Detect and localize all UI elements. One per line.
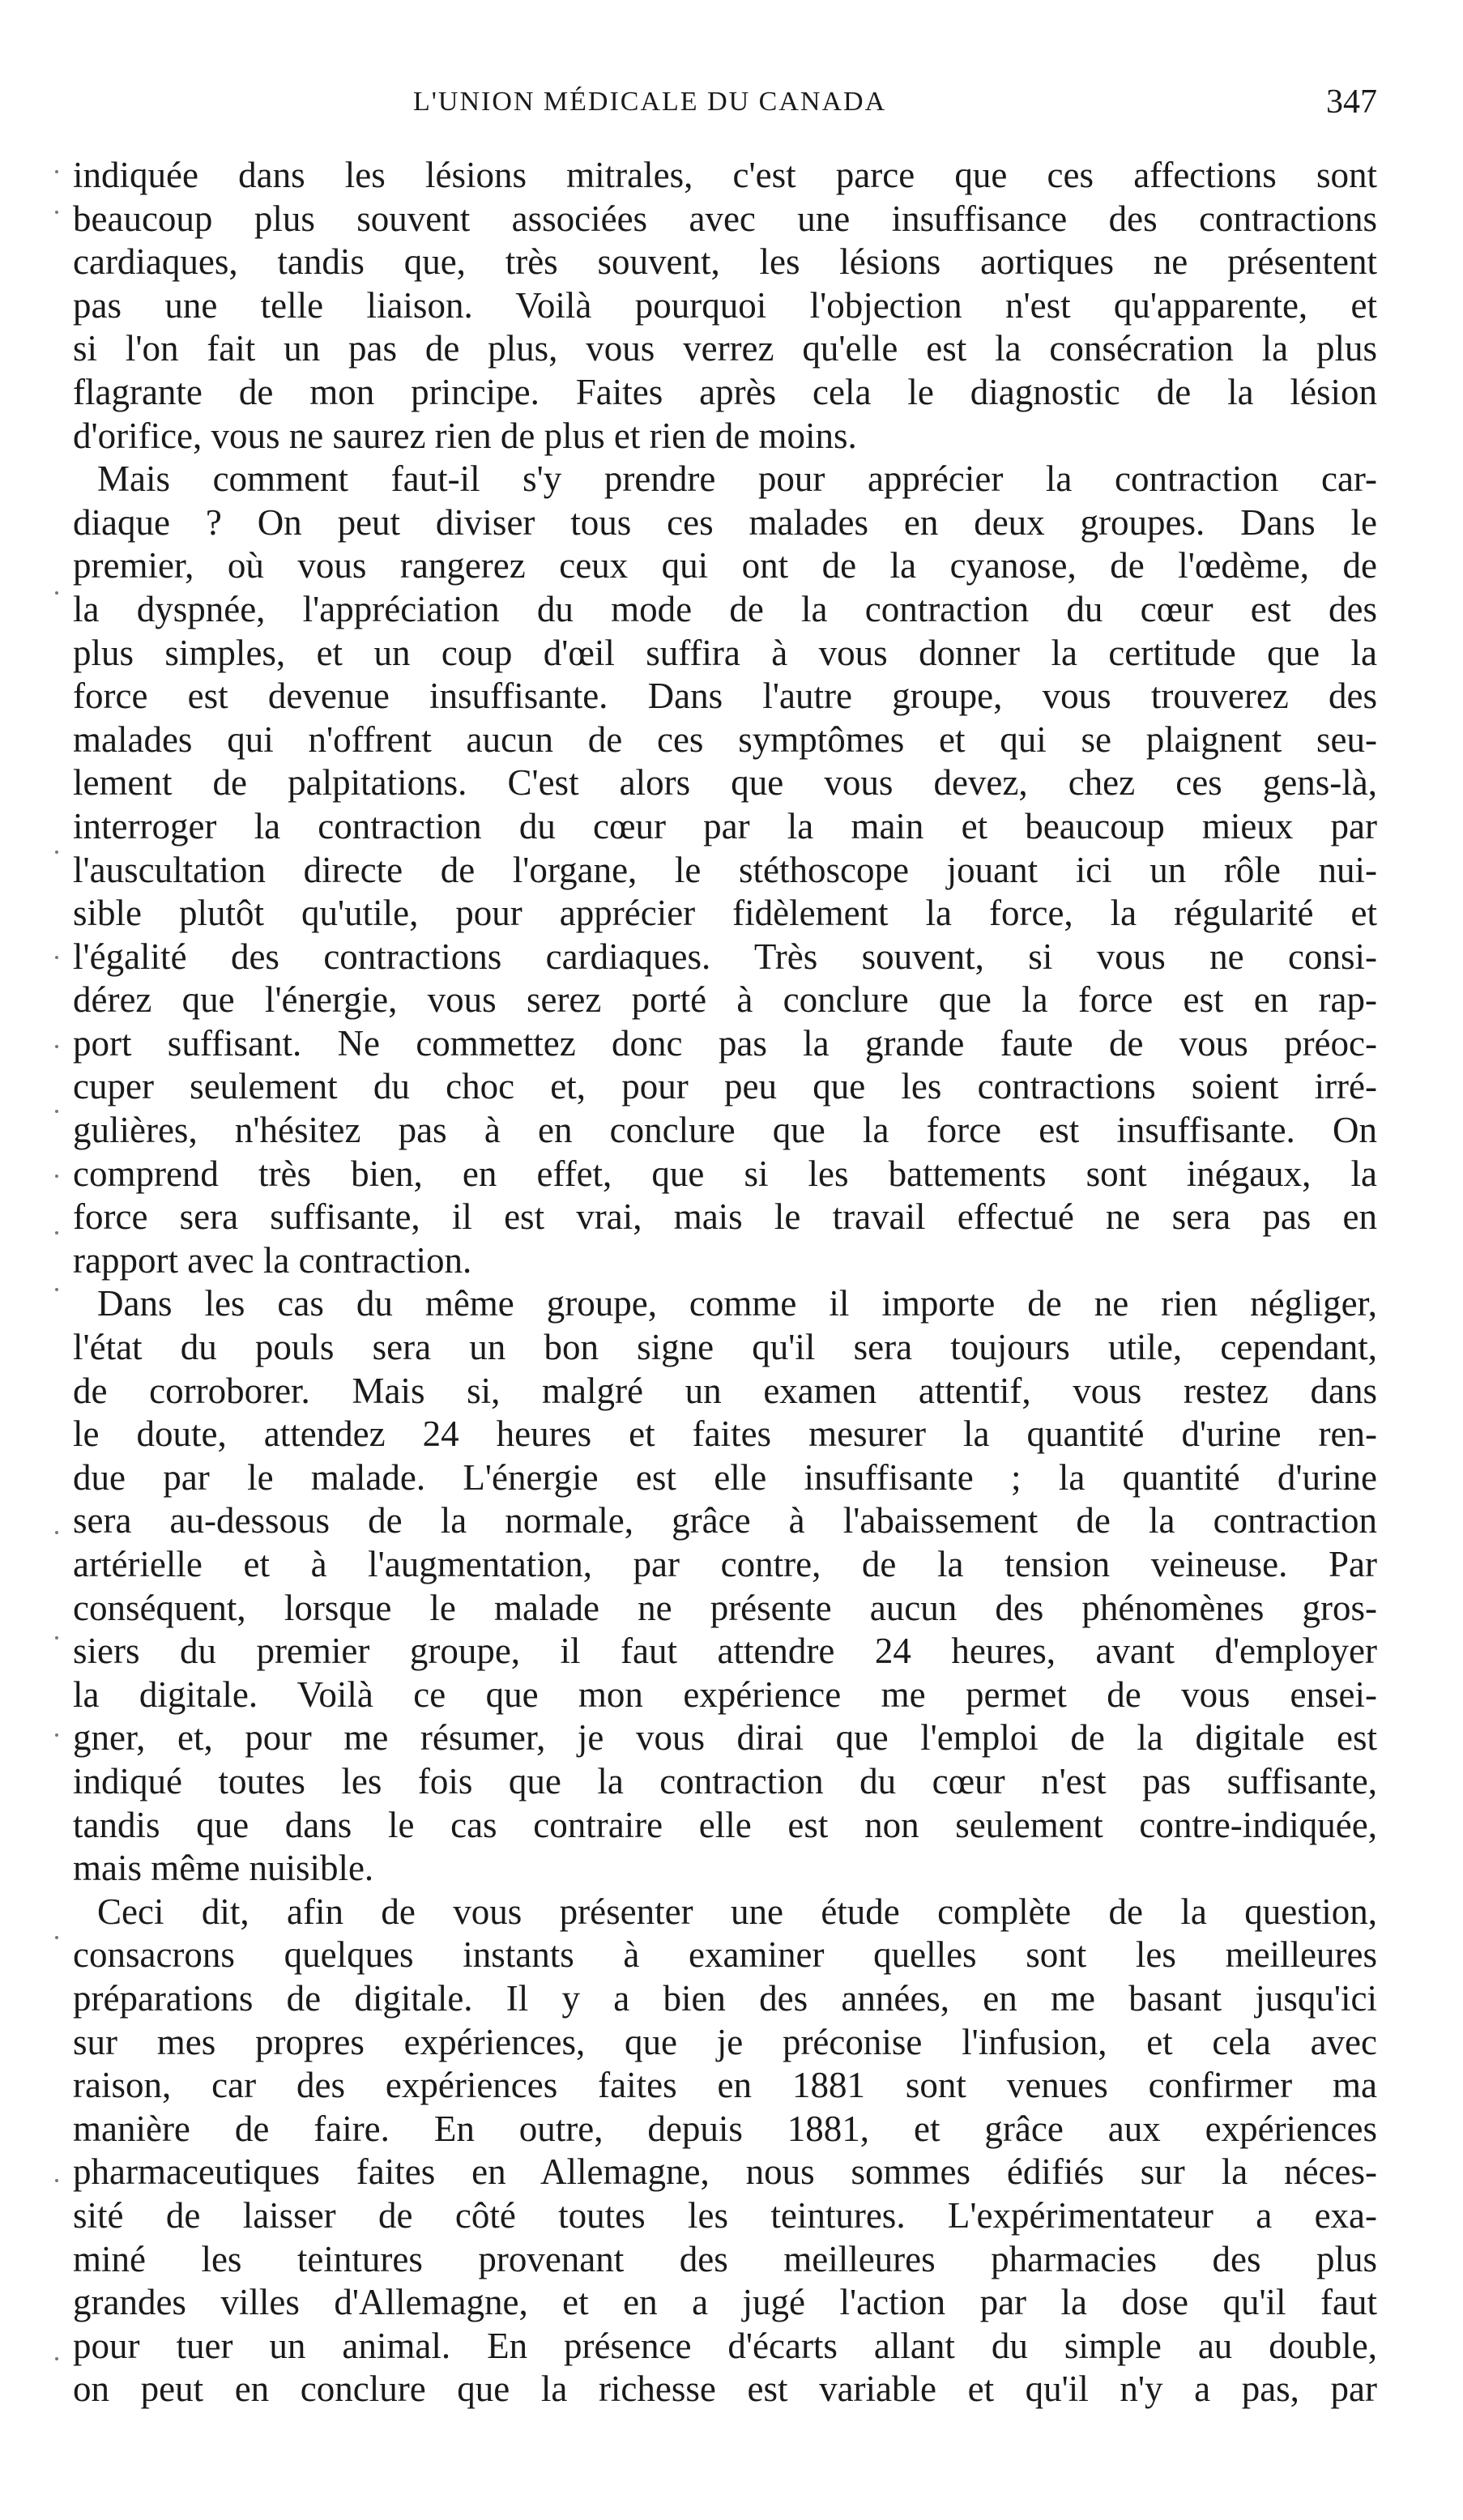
scan-speck [55,170,58,173]
text-line: gulières, n'hésitez pas à en conclure que la force est insuffisante. On [73,1110,1377,1151]
text-line: l'état du pouls sera un bon signe qu'il sera toujours utile, cependant, [73,1327,1377,1368]
scan-speck [55,1531,58,1534]
text-line: beaucoup plus souvent associées avec une insuffisance des contractions [73,198,1377,239]
journal-title: L'UNION MÉDICALE DU CANADA [413,87,887,117]
scan-speck [55,1045,58,1048]
scan-speck [55,851,58,854]
text-line: artérielle et à l'augmentation, par contre, de la tension veineuse. Par [73,1544,1377,1584]
text-line: cuper seulement du choc et, pour peu que les contractions soient irré- [73,1066,1377,1107]
text-line: raison, car des expériences faites en 1881 sont venues confirmer ma [73,2065,1377,2106]
text-line: premier, où vous rangerez ceux qui ont de la cyanose, de l'œdème, de [73,545,1377,586]
scan-speck [55,2357,58,2360]
text-line: lement de palpitations. C'est alors que vous devez, chez ces gens-là, [73,762,1377,804]
running-head [162,78,1377,126]
text-line: sible plutôt qu'utile, pour apprécier fidèlement la force, la régularité et [73,893,1377,934]
text-line: due par le malade. L'énergie est elle insuffisante ; la quantité d'urine [73,1456,1377,1498]
text-line: pour tuer un animal. En présence d'écarts allant du simple au double, [73,2325,1377,2366]
text-line: port suffisant. Ne commettez donc pas la grande faute de vous préoc- [73,1022,1377,1064]
text-line: diaque ? On peut diviser tous ces malades en deux groupes. Dans le [73,501,1377,543]
text-line: sera au-dessous de la normale, grâce à l'abaissement de la contraction [73,1500,1377,1541]
text-line: force est devenue insuffisante. Dans l'autre groupe, vous trouverez des [73,676,1377,717]
text-line: manière de faire. En outre, depuis 1881, et grâce aux expériences [73,2108,1377,2149]
text-line: indiqué toutes les fois que la contraction du cœur n'est pas suffisante, [73,1760,1377,1802]
text-line: plus simples, et un coup d'œil suffira à vous donner la certitude que la [73,632,1377,673]
text-line: de corroborer. Mais si, malgré un examen attentif, vous restez dans [73,1370,1377,1411]
margin-edge-marks [47,154,71,2422]
body-text [73,154,1377,2411]
text-line: consacrons quelques instants à examiner quelles sont les meilleures [73,1934,1377,1976]
scan-speck [55,2179,58,2182]
text-line: pharmaceutiques faites en Allemagne, nous sommes édifiés sur la néces- [73,2151,1377,2193]
text-line: pas une telle liaison. Voilà pourquoi l'objection n'est qu'apparente, et [73,284,1377,326]
text-line: si l'on fait un pas de plus, vous verrez qu'elle est la consécration la plus [73,328,1377,369]
scan-speck [55,956,58,959]
text-line: interroger la contraction du cœur par la main et beaucoup mieux par [73,805,1377,846]
text-line: gner, et, pour me résumer, je vous dirai que l'emploi de la digitale est [73,1717,1377,1759]
text-line: sité de laisser de côté toutes les teintures. L'expérimentateur a exa- [73,2194,1377,2236]
text-line: comprend très bien, en effet, que si les battements sont inégaux, la [73,1153,1377,1194]
scan-speck [55,1231,58,1234]
text-line: l'auscultation directe de l'organe, le stéthoscope jouant ici un rôle nui- [73,849,1377,890]
text-line: indiquée dans les lésions mitrales, c'est parce que ces affections sont [73,155,1377,195]
text-line: siers du premier groupe, il faut attendre 24 heures, avant d'employer [73,1631,1377,1672]
text-line: miné les teintures provenant des meilleures pharmacies des plus [73,2238,1377,2279]
text-line: flagrante de mon principe. Faites après cela le diagnostic de la lésion [73,371,1377,412]
text-line: grandes villes d'Allemagne, et en a jugé l'action par la dose qu'il faut [73,2282,1377,2323]
scan-speck [55,591,58,595]
scan-speck [55,1636,58,1639]
text-line: tandis que dans le cas contraire elle est non seulement contre-indiquée, [73,1804,1377,1845]
scan-speck [55,1936,58,1939]
scan-speck [55,211,58,214]
page-number: 347 [1326,83,1377,121]
text-line: conséquent, lorsque le malade ne présente aucun des phénomènes gros- [73,1587,1377,1628]
text-line: dérez que l'énergie, vous serez porté à conclure que la force est en rap- [73,979,1377,1021]
text-line: le doute, attendez 24 heures et faites mesurer la quantité d'urine ren- [73,1414,1377,1455]
text-line: on peut en conclure que la richesse est variable et qu'il n'y a pas, par [73,2369,1377,2410]
scan-speck [55,1110,58,1113]
text-line: malades qui n'offrent aucun de ces symptômes et qui se plaignent seu- [73,718,1377,760]
text-line: la dyspnée, l'appréciation du mode de la contraction du cœur est des [73,588,1377,629]
text-line: sur mes propres expériences, que je préconise l'infusion, et cela avec [73,2021,1377,2062]
text-line: d'orifice, vous ne saurez rien de plus et rien de moins. [73,415,857,456]
text-line: Mais comment faut-il s'y prendre pour apprécier la contraction car- [97,458,1377,500]
text-line: la digitale. Voilà ce que mon expérience me permet de vous ensei- [73,1674,1377,1715]
text-line: rapport avec la contraction. [73,1239,472,1281]
text-line: cardiaques, tandis que, très souvent, les lésions aortiques ne présentent [73,241,1377,283]
text-line: Ceci dit, afin de vous présenter une étude complète de la question, [97,1891,1377,1932]
scan-speck [55,1175,58,1178]
text-line: l'égalité des contractions cardiaques. Très souvent, si vous ne consi- [73,936,1377,977]
text-line: mais même nuisible. [73,1848,374,1889]
text-line: préparations de digitale. Il y a bien des années, en me basant jusqu'ici [73,1977,1377,2019]
scan-speck [55,1288,58,1291]
text-line: Dans les cas du même groupe, comme il importe de ne rien négliger, [97,1283,1377,1324]
scan-speck [55,1733,58,1737]
text-line: force sera suffisante, il est vrai, mais le travail effectué ne sera pas en [73,1196,1377,1238]
